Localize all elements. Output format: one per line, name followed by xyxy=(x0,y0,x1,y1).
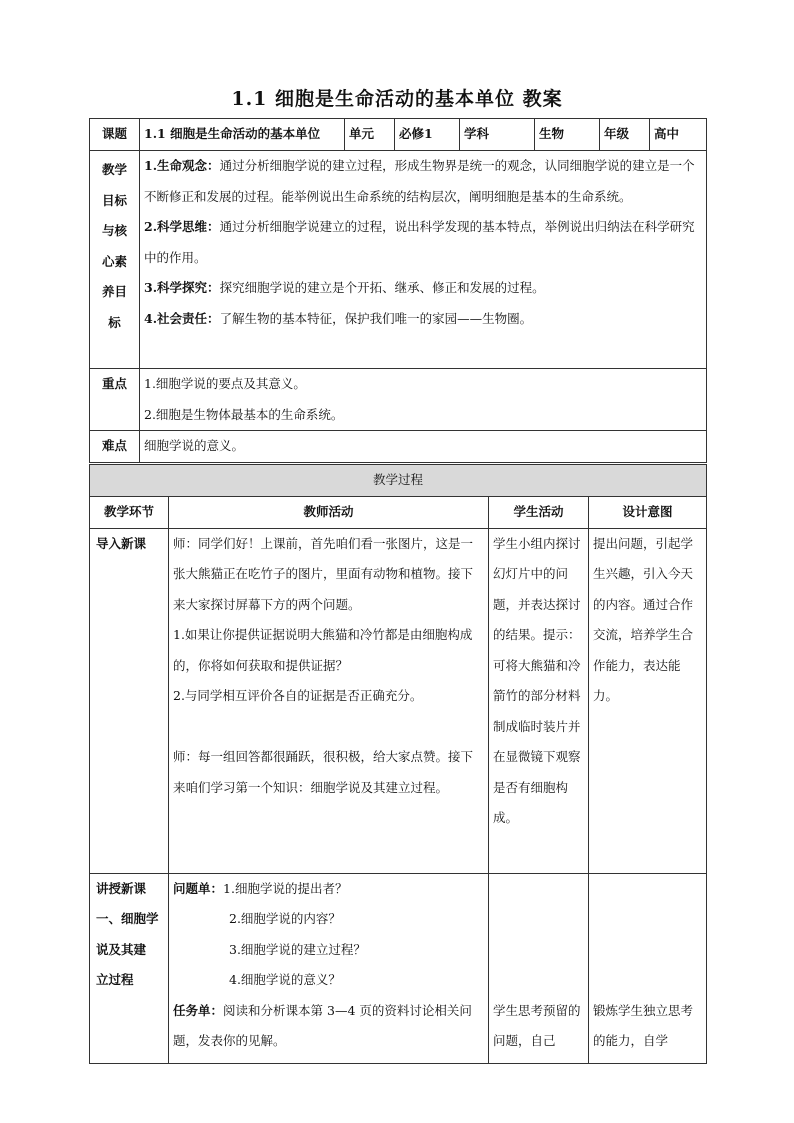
lecture-stage: 讲授新课 一、细胞学 说及其建 立过程 xyxy=(90,873,169,1063)
lesson-info-table xyxy=(89,118,707,463)
goal-item: 3.科学探究：探究细胞学说的建立是个开拓、继承、修正和发展的过程。 xyxy=(144,280,545,295)
topic-value: 1.1 细胞是生命活动的基本单位 xyxy=(140,119,345,151)
col-teacher: 教师活动 xyxy=(169,496,489,528)
col-intent: 设计意图 xyxy=(589,496,707,528)
subject-value: 生物 xyxy=(535,119,600,151)
lecture-intent: 锻炼学生独立思考的能力，自学 xyxy=(589,873,707,1063)
teaching-process-table xyxy=(89,464,707,1064)
goals-content xyxy=(140,151,707,369)
goal-item: 2.科学思维：通过分析细胞学说建立的过程，说出科学发现的基本特点，举例说出归纳法在科学研究中的作用。 xyxy=(144,219,695,265)
unit-label: 单元 xyxy=(345,119,395,151)
lecture-teacher: 问题单：1.细胞学说的提出者？ 2.细胞学说的内容？ 3.细胞学说的建立过程？ 4.细胞学说的意义？ 任务单：阅读和分析课本第 3—4 页的资料讨论相关问题，发表你的见解。 xyxy=(169,873,489,1063)
topic-label: 课题 xyxy=(90,119,140,151)
goals-label: 教学 目标 与核 心素 养目 标 xyxy=(90,151,140,369)
intro-teacher: 师：同学们好！上课前，首先咱们看一张图片，这是一张大熊猫正在吃竹子的图片，里面有动物和植物。接下来大家探讨屏幕下方的两个问题。 1.如果让你提供证据说明大熊猫和冷竹都是由细胞构成的，你将如何获取和提供证据？ 2.与同学相互评价各自的证据是否正确充分。 师：每一组回答都很踊跃，很积极，给大家点赞。接下来咱们学习第一个知识：细胞学说及其建立过程。 xyxy=(169,528,489,873)
key-content: 1.细胞学说的要点及其意义。 2.细胞是生物体最基本的生命系统。 xyxy=(140,369,707,431)
col-student: 学生活动 xyxy=(489,496,589,528)
col-stage: 教学环节 xyxy=(90,496,169,528)
intro-stage: 导入新课 xyxy=(90,528,169,873)
goal-item: 1.生命观念：通过分析细胞学说的建立过程，形成生物界是统一的观念，认同细胞学说的建立是一个不断修正和发展的过程。能举例说出生命系统的结构层次，阐明细胞是基本的生命系统。 xyxy=(144,158,695,204)
key-label: 重点 xyxy=(90,369,140,431)
page-title: 1.1 细胞是生命活动的基本单位 教案 xyxy=(231,88,563,110)
difficulty-label: 难点 xyxy=(90,431,140,463)
grade-label: 年级 xyxy=(600,119,650,151)
intro-student: 学生小组内探讨幻灯片中的问题，并表达探讨的结果。提示：可将大熊猫和冷箭竹的部分材料制成临时装片并在显微镜下观察是否有细胞构成。 xyxy=(489,528,589,873)
goal-item: 4.社会责任：了解生物的基本特征，保护我们唯一的家园——生物圈。 xyxy=(144,310,533,326)
lecture-student: 学生思考预留的问题，自己 xyxy=(489,873,589,1063)
unit-value: 必修1 xyxy=(395,119,460,151)
grade-value: 高中 xyxy=(650,119,707,151)
process-header: 教学过程 xyxy=(90,465,707,497)
subject-label: 学科 xyxy=(460,119,535,151)
difficulty-content: 细胞学说的意义。 xyxy=(140,431,707,463)
intro-intent: 提出问题，引起学生兴趣，引入今天的内容。通过合作交流，培养学生合作能力，表达能力。 xyxy=(589,528,707,873)
